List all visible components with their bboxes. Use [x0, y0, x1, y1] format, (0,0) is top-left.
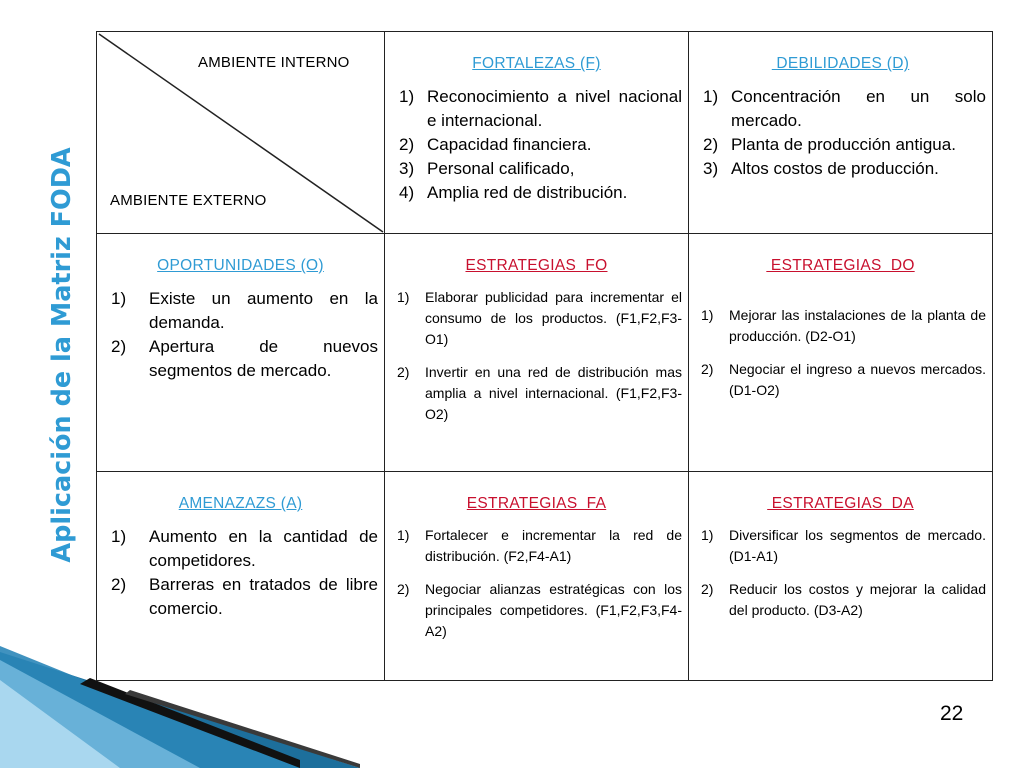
- item-text: Fortalecer e incrementar la red de distribución. (F2,F4-A1): [425, 527, 682, 564]
- item-number: 1): [399, 87, 415, 106]
- item-text: Barreras en tratados de libre comercio.: [149, 575, 378, 618]
- list-item: [703, 157, 986, 181]
- corner-cell: [97, 32, 385, 234]
- list-item: [111, 573, 378, 621]
- list-item: [701, 359, 986, 401]
- item-text: Personal calificado,: [427, 159, 575, 178]
- item-text: Planta de producción antigua.: [731, 135, 956, 154]
- estrategias-fo-list: [385, 287, 688, 425]
- item-number: 1): [111, 289, 127, 308]
- amenazas-header: AMENAZAZS (A): [178, 495, 303, 512]
- list-item: [397, 287, 682, 350]
- side-title-text: Aplicación de la Matriz FODA: [47, 147, 77, 563]
- item-text: Elaborar publicidad para incrementar el consumo de los productos. (F1,F2,F3-O1): [425, 289, 682, 347]
- item-number: 1): [397, 527, 410, 543]
- estrategias-fo-cell: [385, 234, 689, 472]
- item-number: 2): [701, 581, 714, 597]
- debilidades-list: [689, 85, 992, 181]
- matrix-row-oportunidades: [97, 234, 993, 472]
- item-text: Concentración en un solo mercado.: [731, 87, 986, 130]
- list-item: [111, 525, 378, 573]
- oportunidades-header: OPORTUNIDADES (O): [157, 257, 324, 274]
- item-number: 1): [703, 87, 719, 106]
- estrategias-fa-header: ESTRATEGIAS FA: [466, 495, 607, 512]
- item-text: Diversificar los segmentos de mercado. (D1-A1): [729, 527, 986, 564]
- amenazas-cell: [97, 472, 385, 681]
- list-item: [399, 133, 682, 157]
- item-text: Negociar el ingreso a nuevos mercados. (D1-O2): [729, 361, 986, 398]
- item-text: Altos costos de producción.: [731, 159, 939, 178]
- item-number: 1): [111, 527, 127, 546]
- debilidades-header: DEBILIDADES (D): [771, 55, 910, 72]
- list-item: [399, 157, 682, 181]
- item-text: Mejorar las instalaciones de la planta de producción. (D2-O1): [729, 307, 986, 344]
- estrategias-fa-cell: [385, 472, 689, 681]
- item-number: 2): [399, 135, 415, 154]
- list-item: [701, 305, 986, 347]
- item-number: 2): [397, 581, 410, 597]
- estrategias-da-header: ESTRATEGIAS DA: [767, 495, 914, 512]
- matrix-row-amenazas: [97, 472, 993, 681]
- item-text: Amplia red de distribución.: [427, 183, 628, 202]
- fortalezas-list: [385, 85, 688, 205]
- item-number: 1): [701, 527, 714, 543]
- list-item: [399, 181, 682, 205]
- page-number: 22: [940, 702, 964, 725]
- list-item: [399, 85, 682, 133]
- oportunidades-cell: [97, 234, 385, 472]
- estrategias-da-cell: [689, 472, 993, 681]
- list-item: [703, 85, 986, 133]
- list-item: [397, 525, 682, 567]
- item-number: 2): [397, 364, 410, 380]
- fortalezas-cell: [385, 32, 689, 234]
- estrategias-da-list: [689, 525, 992, 621]
- item-text: Invertir en una red de distribución mas amplia a nivel internacional. (F1,F2,F3-O2): [425, 364, 682, 422]
- estrategias-fa-list: [385, 525, 688, 642]
- item-number: 2): [111, 575, 127, 594]
- estrategias-do-list: [689, 305, 992, 401]
- estrategias-fo-header: ESTRATEGIAS FO: [465, 257, 608, 274]
- matrix-row-header: [97, 32, 993, 234]
- item-number: 3): [703, 159, 719, 178]
- debilidades-cell: [689, 32, 993, 234]
- fortalezas-header: FORTALEZAS (F): [472, 55, 601, 72]
- list-item: [397, 362, 682, 425]
- item-number: 3): [399, 159, 415, 178]
- item-text: Existe un aumento en la demanda.: [149, 289, 378, 332]
- foda-matrix: [96, 31, 993, 681]
- item-number: 2): [701, 361, 714, 377]
- list-item: [111, 335, 378, 383]
- item-number: 2): [703, 135, 719, 154]
- item-number: 1): [701, 307, 714, 323]
- estrategias-do-cell: [689, 234, 993, 472]
- list-item: [701, 525, 986, 567]
- list-item: [703, 133, 986, 157]
- list-item: [397, 579, 682, 642]
- item-text: Negociar alianzas estratégicas con los principales competidores. (F1,F2,F3,F4-A2): [425, 581, 682, 639]
- item-number: 2): [111, 337, 127, 356]
- ambiente-externo-label: AMBIENTE EXTERNO: [110, 192, 267, 209]
- amenazas-list: [97, 525, 384, 621]
- item-text: Aumento en la cantidad de competidores.: [149, 527, 378, 570]
- item-number: 4): [399, 183, 415, 202]
- oportunidades-list: [97, 287, 384, 383]
- item-text: Capacidad financiera.: [427, 135, 592, 154]
- ambiente-interno-label: AMBIENTE INTERNO: [198, 54, 350, 71]
- item-text: Apertura de nuevos segmentos de mercado.: [149, 337, 378, 380]
- item-number: 1): [397, 289, 410, 305]
- estrategias-do-header: ESTRATEGIAS DO: [766, 257, 915, 274]
- item-text: Reducir los costos y mejorar la calidad del producto. (D3-A2): [729, 581, 986, 618]
- list-item: [111, 287, 378, 335]
- item-text: Reconocimiento a nivel nacional e internacional.: [427, 87, 682, 130]
- list-item: [701, 579, 986, 621]
